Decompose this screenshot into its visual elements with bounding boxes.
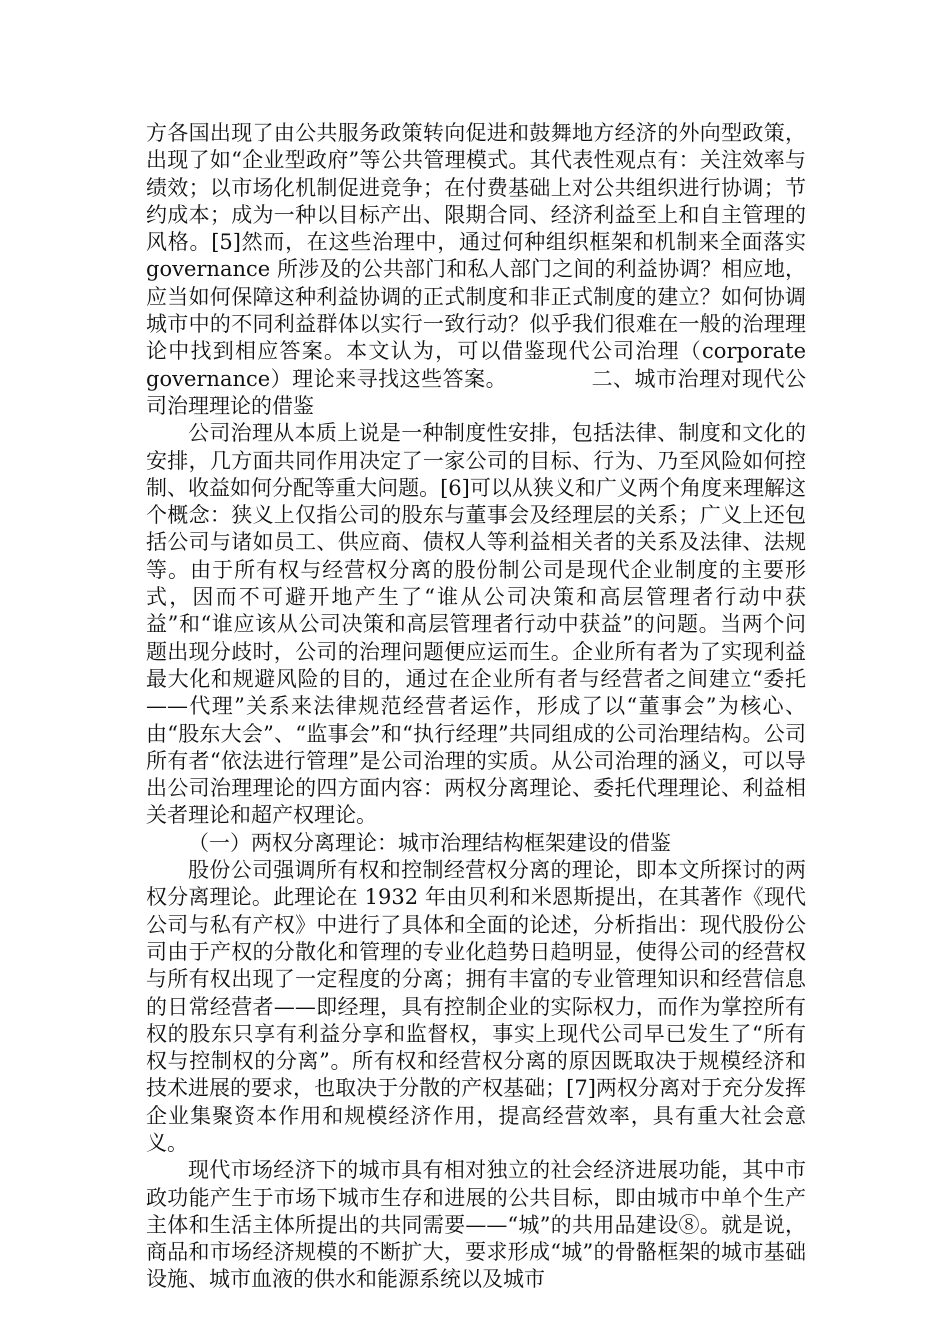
paragraph-separation-theory: 股份公司强调所有权和控制经营权分离的理论，即本文所探讨的两权分离理论。此理论在 1932 年由贝利和米恩斯提出，在其著作《现代公司与私有产权》中进行了具体和全面的论述，分析指出：现代股份公司由于产权的分散化和管理的专业化趋势日趋明显，使得公司的经营权与所有权出现了一定程度的分离；拥有丰富的专业管理知识和经营信息的日常经营者——即经理，具有控制企业的实际权力，而作为掌控所有权的股东只享有利益分享和监督权，事实上现代公司早已发生了“所有权与控制权的分离”。所有权和经营权分离的原因既取决于规模经济和技术进展的要求，也取决于分散的产权基础；[7]两权分离对于充分发挥企业集聚资本作用和规模经济作用，提高经营效率，具有重大社会意义。 xyxy=(146,858,806,1155)
paragraph-intro-text: 方各国出现了由公共服务政策转向促进和鼓舞地方经济的外向型政策，出现了如“企业型政府”等公共管理模式。其代表性观点有：关注效率与绩效；以市场化机制促进竞争；在付费基础上对公共组织进行协调；节约成本；成为一种以目标产出、限期合同、经济利益至上和自主管理的风格。[5]然而，在这些治理中，通过何种组织框架和机制来全面落实 governance 所涉及的公共部门和私人部门之间的利益协调？相应地，应当如何保障这种利益协调的正式制度和非正式制度的建立？如何协调城市中的不同利益群体以实行一致行动？似乎我们很难在一般的治理理论中找到相应答案。本文认为，可以借鉴现代公司治理（corporate governance）理论来寻找这些答案。 xyxy=(146,121,806,391)
paragraph-corporate-governance: 公司治理从本质上说是一种制度性安排，包括法律、制度和文化的安排，几方面共同作用决定了一家公司的目标、行为、乃至风险如何控制、收益如何分配等重大问题。[6]可以从狭义和广义两个角度来理解这个概念：狭义上仅指公司的股东与董事会及经理层的关系；广义上还包括公司与诸如员工、供应商、债权人等利益相关者的关系及法律、法规等。由于所有权与经营权分离的股份制公司是现代企业制度的主要形式，因而不可避开地产生了“谁从公司决策和高层管理者行动中获益”和“谁应该从公司决策和高层管理者行动中获益”的问题。当两个问题出现分歧时，公司的治理问题便应运而生。企业所有者为了实现利益最大化和规避风险的目的，通过在企业所有者与经营者之间建立“委托——代理”关系来法律规范经营者运作，形成了以“董事会”为核心、由“股东大会”、“监事会”和“执行经理”共同组成的公司治理结构。公司所有者“依法进行管理”是公司治理的实质。从公司治理的涵义，可以导出公司治理理论的四方面内容：两权分离理论、委托代理理论、利益相关者理论和超产权理论。 xyxy=(146,421,806,828)
section-heading: 二、城市治理对现代公司治理理论的借鉴 xyxy=(146,366,806,418)
subsection-heading: （一）两权分离理论：城市治理结构框架建设的借鉴 xyxy=(188,830,671,855)
paragraph-intro xyxy=(146,120,806,420)
paragraph-city-economy: 现代市场经济下的城市具有相对独立的社会经济进展功能，其中市政功能产生于市场下城市生存和进展的公共目标，即由城市中单个生产主体和生活主体所提出的共同需要——“城”的共用品建设⑧。就是说，商品和市场经济规模的不断扩大，要求形成“城”的骨骼框架的城市基础设施、城市血液的供水和能源系统以及城市 xyxy=(146,1158,806,1292)
document-page xyxy=(146,120,806,1294)
